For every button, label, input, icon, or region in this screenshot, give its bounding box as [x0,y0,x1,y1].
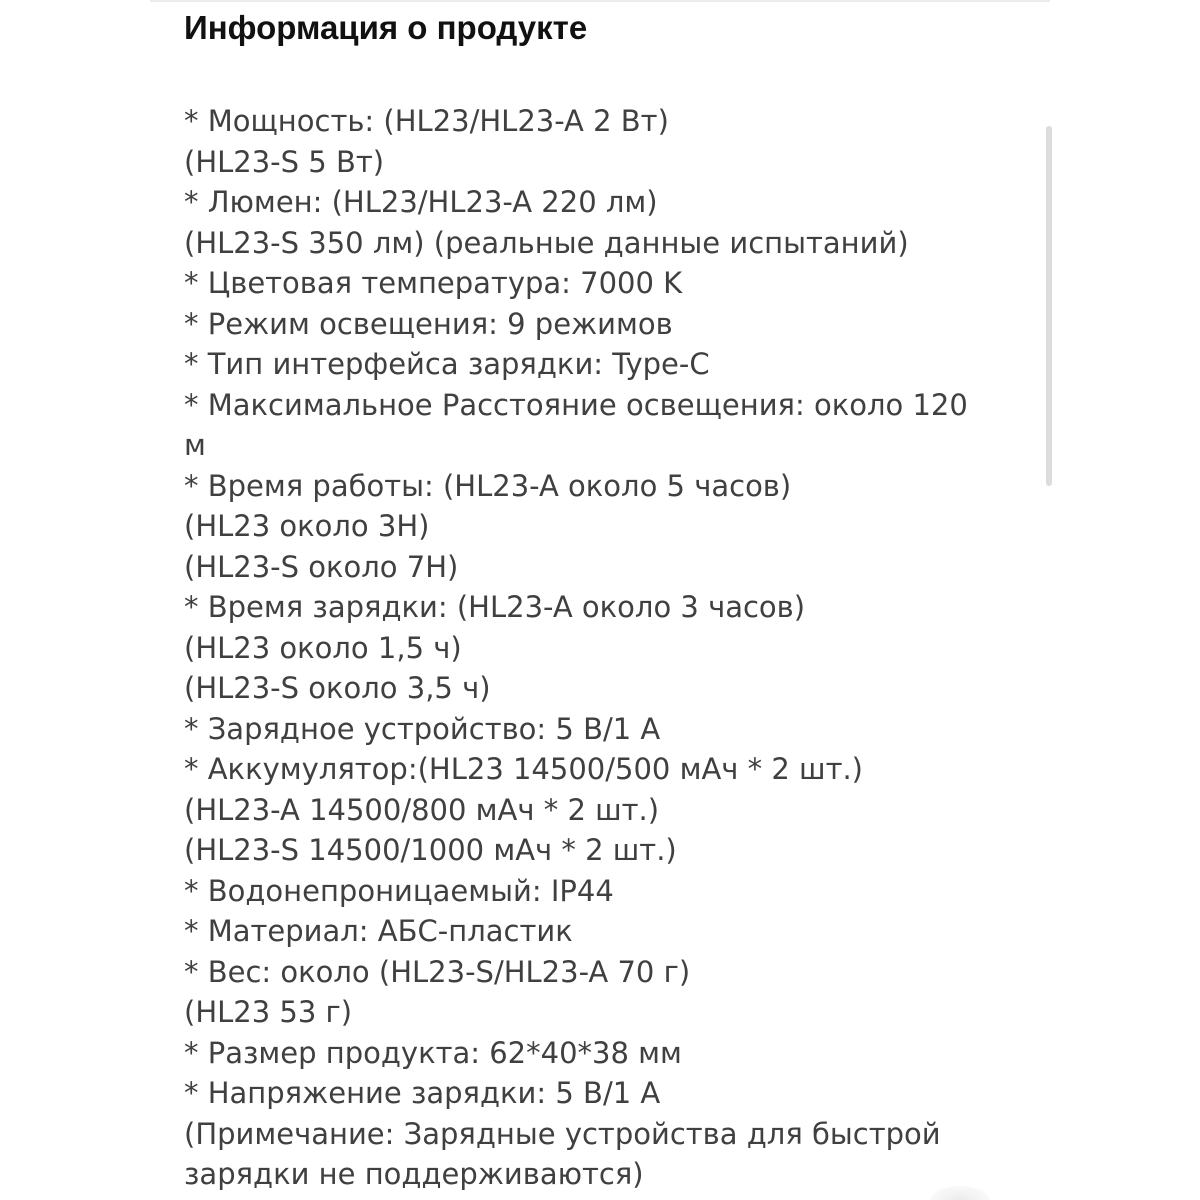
spec-line: * Время зарядки: (HL23-A около 3 часов) [184,590,806,624]
spec-line: * Вес: около (HL23-S/HL23-A 70 г) [184,954,691,989]
spec-line: * Водонепроницаемый: IP44 [184,873,614,908]
spec-line: * Напряжение зарядки: 5 В/1 А [184,1076,661,1110]
spec-line: (HL23 53 г) [184,995,353,1029]
spec-line: (HL23-S 14500/1000 мАч * 2 шт.) [184,833,677,867]
spec-line: * Материал: АБС-пластик [184,914,573,948]
spec-line: * Тип интерфейса зарядки: Type-C [184,347,710,381]
spec-line: (HL23 около 3H) [184,509,430,543]
spec-line: (HL23-S 350 лм) (реальные данные испытаний) [184,225,909,260]
spec-list [184,101,1044,1195]
spec-line: * Цветовая температура: 7000 K [184,266,683,300]
spec-line: * Люмен: (HL23/HL23-A 220 лм) [184,185,658,219]
spec-line: (HL23-S 5 Вт) [184,144,385,179]
spec-line: (HL23 около 1,5 ч) [184,630,462,665]
spec-line: зарядки не поддерживаются) [184,1157,644,1191]
spec-line: * Аккумулятор:(HL23 14500/500 мАч * 2 шт.) [184,752,863,786]
spec-line: * Максимальное Расстояние освещения: около 120 [184,387,968,422]
spec-line: * Размер продукта: 62*40*38 мм [184,1035,682,1070]
scrollbar-thumb[interactable] [1046,126,1052,486]
spec-line: * Время работы: (HL23-A около 5 часов) [184,468,792,503]
spec-line: (HL23-A 14500/800 мАч * 2 шт.) [184,792,660,827]
top-divider [150,0,1050,2]
spec-line: * Зарядное устройство: 5 В/1 А [184,711,661,746]
spec-line: (HL23-S около 3,5 ч) [184,671,491,705]
spec-line: (Примечание: Зарядные устройства для быстрой [184,1116,941,1151]
spec-line: * Мощность: (HL23/HL23-A 2 Вт) [184,104,669,138]
page-title: Информация о продукте [184,9,588,46]
spec-line: м [184,428,206,462]
spec-line: * Режим освещения: 9 режимов [184,306,673,341]
spec-line: (HL23-S около 7H) [184,549,459,584]
